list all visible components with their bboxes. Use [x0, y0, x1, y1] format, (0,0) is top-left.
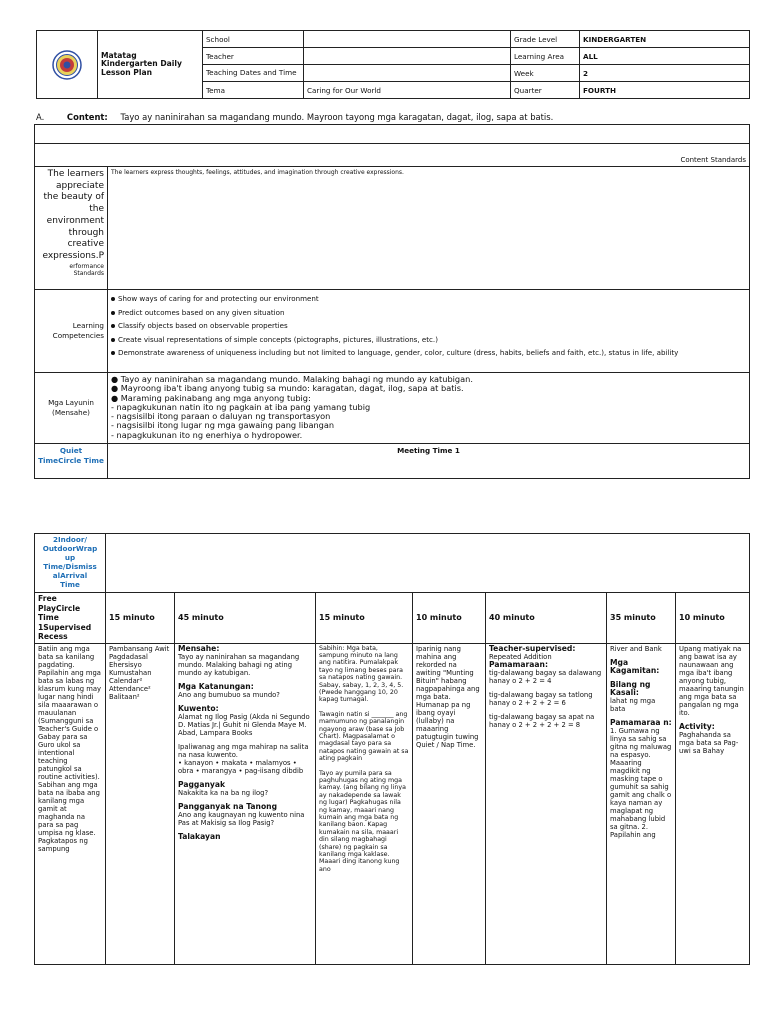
content-standards-header: Content Standards: [35, 144, 750, 167]
schedule-table: [34, 533, 750, 965]
blank-header-cell: [106, 534, 750, 593]
duration-4: 10 minuto: [413, 593, 486, 644]
duration-7: 10 minuto: [676, 593, 750, 644]
layunin-item: - napagkukunan ito ng enerhiya o hydropower.: [111, 429, 303, 440]
lesson-plan-title: Matatag Kindergarten Daily Lesson Plan: [98, 31, 203, 99]
indoor-outdoor-label: 2Indoor/ OutdoorWrap up Time/Dismiss alArrival Time: [35, 534, 106, 593]
content-text: Tayo ay naninirahan sa magandang mundo. Mayroon tayong mga karagatan, dagat, ilog, sapa at batis.: [120, 112, 554, 122]
header-table: [36, 30, 750, 99]
competency-item: Show ways of caring for and protecting our environment: [111, 292, 746, 306]
quiet-time-label: Quiet TimeCircle Time: [35, 444, 108, 479]
appreciate-cell: The learners appreciate the beauty of the environment through creative expressions.P erformance Standards: [35, 167, 108, 290]
quiet-time-content: Iparinig nang mahina ang rekorded na awiting "Munting Bituin" habang nagpapahinga ang mga bata. Humanap pa ng ibang oyayi (lullaby) na maaaring patugtugin tuwing Quiet / Nap Time.: [413, 643, 486, 964]
standards-table: [34, 124, 750, 479]
teacher-value: [304, 48, 511, 65]
competency-item: Demonstrate awareness of uniqueness including but not limited to language, gender, color, culture (dress, habits, beliefs and faith, etc.), status in life, ability: [111, 346, 746, 360]
duration-5: 40 minuto: [486, 593, 607, 644]
school-value: [304, 31, 511, 48]
teacher-label: Teacher: [203, 48, 304, 65]
content-label: Content:: [66, 112, 108, 122]
week-value: 2: [580, 65, 750, 82]
learning-competencies-label: Learning Competencies: [35, 290, 108, 373]
layunin-item: - nagsisilbi itong paraan o daluyan ng transportasyon: [111, 411, 331, 422]
competencies-list: [108, 290, 750, 373]
duration-2: 45 minuto: [175, 593, 316, 644]
blank-row: [35, 125, 750, 144]
free-play-label: Free PlayCircle Time 1Supervised Recess: [35, 593, 106, 644]
teaching-dates-label: Teaching Dates and Time: [203, 65, 304, 82]
wrap-up-content: Upang matiyak na ang bawat isa ay naunawaan ang mga iba't ibang anyong tubig, maaaring tanungin ang mga bata sa pangalan ng mga ito. Activity: Paghahanda sa mga bata sa Pag-uwi sa Bahay: [676, 643, 750, 964]
teaching-dates-value: [304, 65, 511, 82]
meeting-time-content: Mensahe: Tayo ay naninirahan sa magandang mundo. Malaking bahagi ng ating mundo ay katubigan. Mga Katanungan: Ano ang bumubuo sa mundo? Kuwento: Alamat ng Ilog Pasig (Akda ni Segundo D. Matias Jr.| Guhit ni Glenda Maye M. Abad, Lampara Books Ipaliwanag ang mga mahirap na salita na nasa kuwento. • kanayon • makata • malamyos • obra • marangya • pag-iisang dibdib Pagganyak Nakakita ka na ba ng ilog? Pangganyak na Tanong Ano ang kaugnayan ng kuwento nina Pas at Makisig sa Ilog Pasig? Talakayan: [175, 643, 316, 964]
tema-label: Tema: [203, 82, 304, 99]
quarter-label: Quarter: [511, 82, 580, 99]
section-marker: A.: [36, 112, 45, 122]
layunin-item: ● Maraming pakinabang ang mga anyong tubig:: [111, 392, 311, 403]
quarter-value: FOURTH: [580, 82, 750, 99]
layunin-item: ● Mayroong iba't ibang anyong tubig sa mundo: karagatan, dagat, ilog, sapa at batis.: [111, 383, 464, 394]
layunin-item: - napagkukunan natin ito ng pagkain at iba pang yamang tubig: [111, 401, 371, 412]
indoor-outdoor-content: River and Bank Mga Kagamitan: Bilang ng Kasali: lahat ng mga bata Pamamaraa n: 1. Gumawa ng linya sa sahig sa gitna ng maluwag na espasyo. Maaaring magdikit ng masking tape o gumuhit sa sahig gamit ang chalk o kaya naman ay maglapat ng mahabang lubid sa gitna. 2. Papilahin ang: [607, 643, 676, 964]
competency-item: Predict outcomes based on any given situation: [111, 306, 746, 320]
learning-area-value: ALL: [580, 48, 750, 65]
week-label: Week: [511, 65, 580, 82]
layunin-item: - nagsisilbi itong lugar ng mga gawaing pang libangan: [111, 420, 335, 431]
supervised-activity-content: Teacher-supervised: Repeated Addition Pamamaraan: tig-dalawang bagay sa dalawang hanay o 2 + 2 = 4 tig-dalawang bagay sa tatlong hanay o 2 + 2 + 2 = 6 tig-dalawang bagay sa apat na hanay o 2 + 2 + 2 + 2 = 8: [486, 643, 607, 964]
snack-time-content: Sabihin: Mga bata, sampung minuto na lang ang natitira. Pumalakpak tayo ng limang beses para sa natapos nating gawain. Sabay, sabay, 1, 2, 3, 4, 5. (Pwede hanggang 10, 20 kapag tumagal. Tawagin natin si _______ ang mamumuno ng panalangin ngayong araw (base sa Job Chart). Magpasalamat o magdasal tayo para sa natapos nating gawain at sa ating pagkain Tayo ay pumila para sa paghuhugas ng ating mga kamay. (ang bilang ng linya ay nakadepende sa lawak ng lugar) Pagkahugas nila ng kamay, maaari nang kumain ang mga bata ng kanilang baon. Kapag kumakain na sila, maaari din silang magbahagi (share) ng pagkain sa kanilang mga kaklase. Maaari ding itanong kung ano: [316, 643, 413, 964]
duration-3: 15 minuto: [316, 593, 413, 644]
competency-item: Create visual representations of simple concepts (pictographs, pictures, illustrations, etc.): [111, 333, 746, 347]
duration-1: 15 minuto: [106, 593, 175, 644]
grade-level-value: KINDERGARTEN: [580, 31, 750, 48]
school-label: School: [203, 31, 304, 48]
learning-area-label: Learning Area: [511, 48, 580, 65]
performance-standards-text: The learners express thoughts, feelings, attitudes, and imagination through creative expressions.: [108, 167, 750, 290]
tema-value: Caring for Our World: [304, 82, 511, 99]
duration-6: 35 minuto: [607, 593, 676, 644]
deped-logo: [37, 31, 98, 99]
layunin-label: Mga Layunin (Mensahe): [35, 373, 108, 444]
layunin-item: ● Tayo ay naninirahan sa magandang mundo. Malaking bahagi ng mundo ay katubigan.: [111, 374, 473, 384]
arrival-instructions: Batiin ang mga bata sa kanilang pagdating. Papilahin ang mga bata sa labas ng klasrum kung may lugar nang hindi sila maaarawan o mauulanan (Sumangguni sa Teacher's Guide o Gabay para sa Guro ukol sa intentional teaching patungkol sa routine activities). Sabihan ang mga bata na ibaba ang kanilang mga gamit at maghanda na para sa pag umpisa ng klase. Pagkatapos ng sampung: [35, 643, 106, 964]
routine-list: Pambansang Awit Pagdadasal Ehersisyo Kumustahan Calendar² Attendance² Balitaan²: [106, 643, 175, 964]
meeting-time-label: Meeting Time 1: [108, 444, 750, 479]
content-line: [36, 112, 553, 122]
competency-item: Classify objects based on observable properties: [111, 319, 746, 333]
grade-level-label: Grade Level: [511, 31, 580, 48]
layunin-list: [108, 373, 750, 444]
seal-icon: [52, 50, 82, 80]
